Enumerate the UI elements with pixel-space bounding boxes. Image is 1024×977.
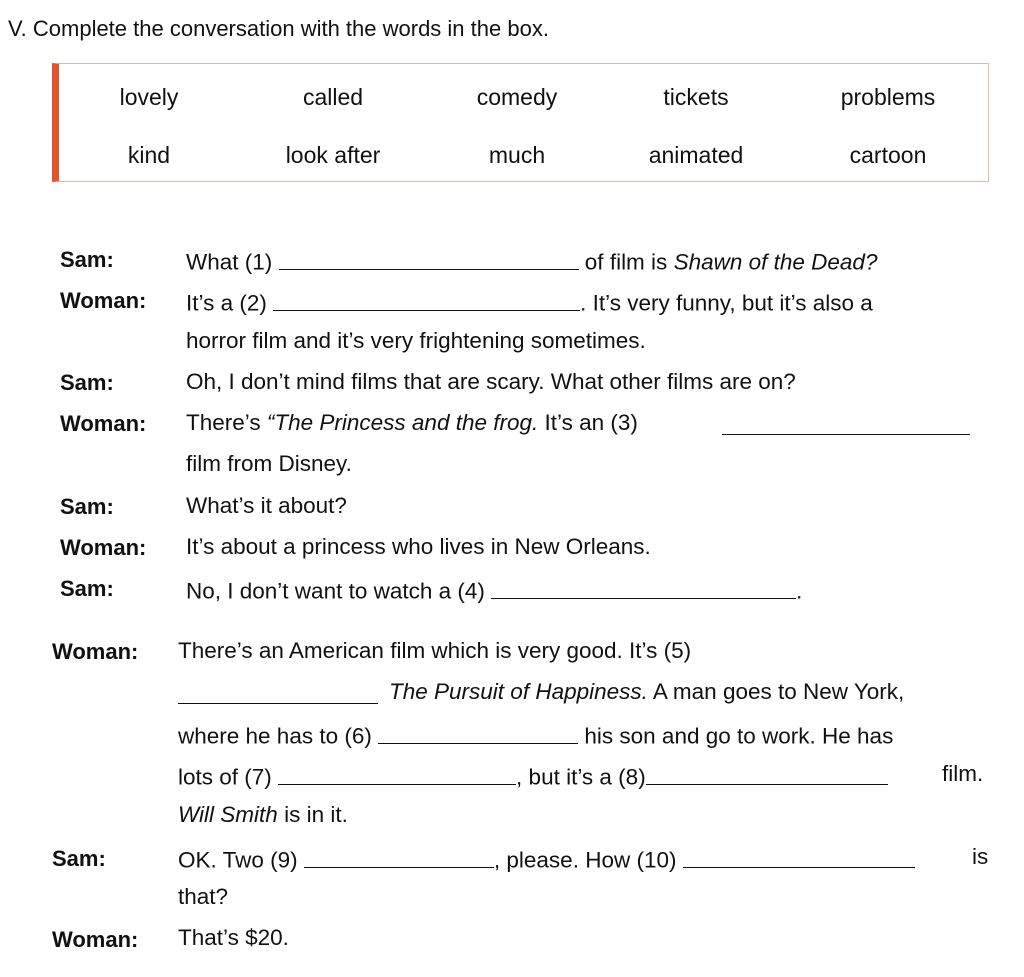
dialogue-line: lots of (7) , but it’s a (8) <box>178 761 888 791</box>
word-problems: problems <box>840 84 936 110</box>
word-lovely: lovely <box>119 84 179 110</box>
blank-1[interactable] <box>279 246 579 270</box>
dialogue-line: Oh, I don’t mind films that are scary. What other films are on? <box>186 369 796 394</box>
dialogue-line: The Pursuit of Happiness. A man goes to New York, <box>389 679 905 704</box>
dialogue-line: What’s it about? <box>186 493 347 518</box>
dialogue-line: horror film and it’s very frightening sometimes. <box>186 328 646 353</box>
blank-8[interactable] <box>646 761 888 785</box>
speaker-woman: Woman: <box>52 927 139 952</box>
word-tickets: tickets <box>663 84 729 110</box>
word-comedy: comedy <box>476 84 558 110</box>
dialogue-line: OK. Two (9) , please. How (10) <box>178 844 915 874</box>
word-cartoon: cartoon <box>849 142 927 168</box>
blank-9[interactable] <box>304 844 494 868</box>
dialogue-line: It’s about a princess who lives in New Orleans. <box>186 534 651 559</box>
dialogue-line: that? <box>178 884 229 909</box>
speaker-sam: Sam: <box>60 370 114 395</box>
word-animated: animated <box>648 142 744 168</box>
speaker-sam: Sam: <box>60 576 114 601</box>
blank-3[interactable] <box>722 414 970 435</box>
dialogue-line: film. <box>942 761 984 786</box>
speaker-woman: Woman: <box>60 288 147 313</box>
dialogue-line: There’s an American film which is very good. It’s (5) <box>178 638 692 663</box>
speaker-sam: Sam: <box>60 247 114 272</box>
blank-7[interactable] <box>278 761 516 785</box>
exercise-title: V. Complete the conversation with the words in the box. <box>8 16 549 41</box>
dialogue-line: is <box>972 844 989 869</box>
speaker-woman: Woman: <box>52 639 139 664</box>
blank-4[interactable] <box>491 575 796 599</box>
dialogue-line: where he has to (6) his son and go to work. He has <box>178 720 893 750</box>
dialogue-line: There’s “The Princess and the frog. It’s an (3) <box>186 410 638 435</box>
word-much: much <box>488 142 546 168</box>
speaker-sam: Sam: <box>60 494 114 519</box>
dialogue-line: Will Smith is in it. <box>178 802 348 827</box>
word-look-after: look after <box>285 142 381 168</box>
word-kind: kind <box>127 142 171 168</box>
speaker-sam: Sam: <box>52 846 106 871</box>
dialogue-line: film from Disney. <box>186 451 352 476</box>
word-called: called <box>302 84 364 110</box>
blank-2[interactable] <box>273 287 580 311</box>
dialogue-line: No, I don’t want to watch a (4) . <box>186 575 802 605</box>
dialogue-line: It’s a (2) . It’s very funny, but it’s also a <box>186 287 873 317</box>
blank-5[interactable] <box>178 683 378 704</box>
blank-6[interactable] <box>378 720 578 744</box>
dialogue-line: That’s $20. <box>178 925 289 950</box>
speaker-woman: Woman: <box>60 411 147 436</box>
speaker-woman: Woman: <box>60 535 147 560</box>
dialogue-line: What (1) of film is Shawn of the Dead? <box>186 246 877 276</box>
blank-10[interactable] <box>683 844 915 868</box>
